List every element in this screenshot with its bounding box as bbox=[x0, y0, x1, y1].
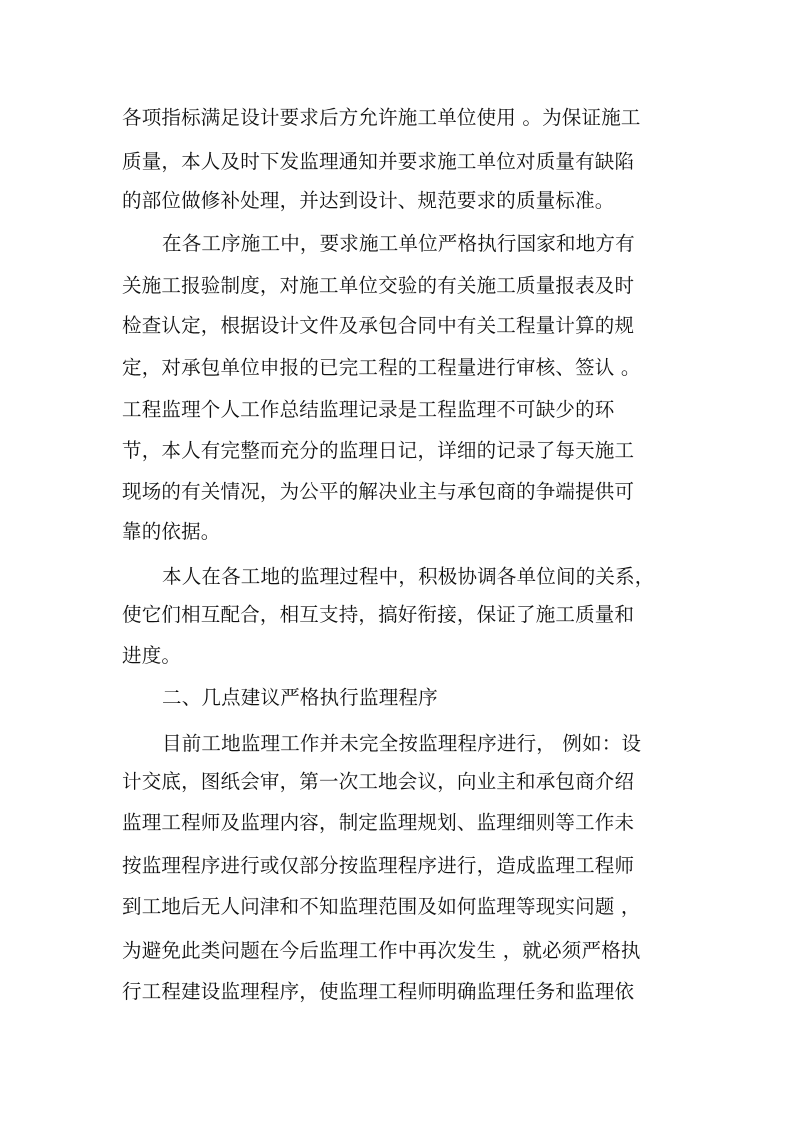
text-line: 关施工报验制度，对施工单位交验的有关施工质量报表及时 bbox=[122, 274, 635, 297]
text-line: 使它们相互配合，相互支持，搞好衔接，保证了施工质量和 bbox=[122, 603, 635, 626]
text-line: 检查认定，根据设计文件及承包合同中有关工程量计算的规 bbox=[122, 314, 635, 337]
text-line: 工程监理个人工作总结监理记录是工程监理不可缺少的环 bbox=[122, 398, 615, 421]
text-line: 到工地后无人问津和不知监理范围及如何监理等现实问题 ， bbox=[122, 895, 641, 918]
text-line: 在各工序施工中，要求施工单位严格执行国家和地方有 bbox=[162, 232, 635, 255]
text-line: 靠的依据。 bbox=[122, 520, 221, 543]
text-line: 本人在各工地的监理过程中，积极协调各单位间的关系， bbox=[162, 565, 655, 588]
text-line: 节，本人有完整而充分的监理日记，详细的记录了每天施工 bbox=[122, 439, 635, 462]
text-line: 按监理程序进行或仅部分按监理程序进行，造成监理工程师 bbox=[122, 854, 635, 877]
text-line: 的部位做修补处理，并达到设计、规范要求的质量标准。 bbox=[122, 189, 615, 212]
text-line: 定，对承包单位申报的已完工程的工程量进行审核、签认 。 bbox=[122, 356, 641, 379]
text-line: 监理工程师及监理内容，制定监理规划、监理细则等工作未 bbox=[122, 811, 635, 834]
text-line: 进度。 bbox=[122, 644, 182, 667]
text-line: 目前工地监理工作并未完全按监理程序进行， 例如：设 bbox=[162, 732, 642, 755]
text-line: 现场的有关情况，为公平的解决业主与承包商的争端提供可 bbox=[122, 480, 635, 503]
text-line: 计交底，图纸会审，第一次工地会议，向业主和承包商介绍 bbox=[122, 770, 635, 793]
text-line: 行工程建设监理程序，使监理工程师明确监理任务和监理依 bbox=[122, 980, 635, 1003]
text-line: 为避免此类问题在今后监理工作中再次发生 ，就必须严格执 bbox=[122, 939, 641, 962]
text-line: 质量，本人及时下发监理通知并要求施工单位对质量有缺陷 bbox=[122, 150, 635, 173]
section-heading: 二、几点建议严格执行监理程序 bbox=[162, 686, 438, 709]
text-line: 各项指标满足设计要求后方允许施工单位使用 。为保证施工 bbox=[122, 106, 641, 129]
